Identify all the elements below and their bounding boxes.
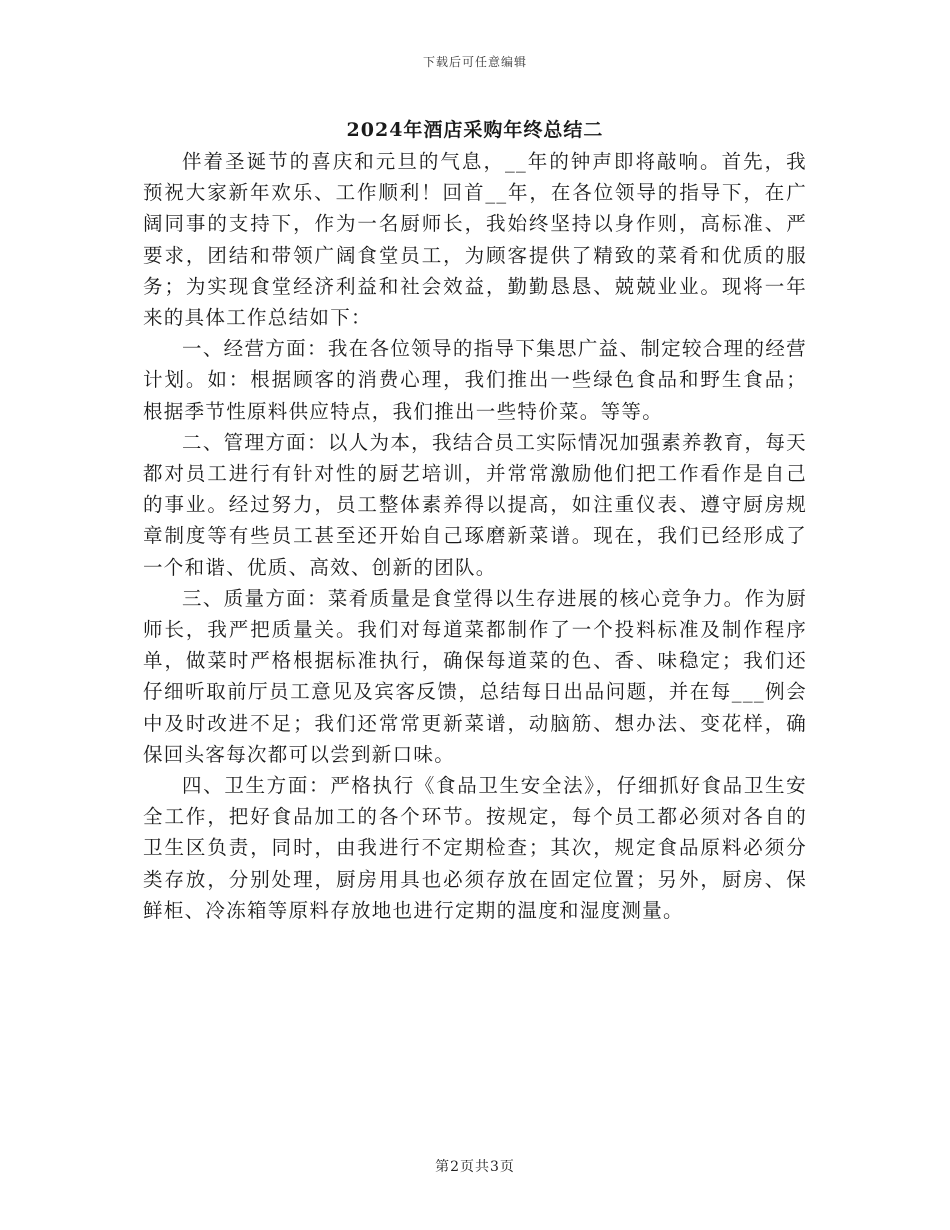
header-note: 下载后可任意编辑 [422, 55, 527, 69]
page-number: 第2页共3页 [435, 1159, 515, 1175]
paragraph-operations: 一、经营方面：我在各位领导的指导下集思广益、制定较合理的经营计划。如：根据顾客的消费心理，我们推出一些绿色食品和野生食品；根据季节性原料供应特点，我们推出一些特价菜。等等。 [143, 337, 807, 423]
paragraph-quality: 三、质量方面：菜肴质量是食堂得以生存进展的核心竞争力。作为厨师长，我严把质量关。我们对每道菜都制作了一个投料标准及制作程序单，做菜时严格根据标准执行，确保每道菜的色、香、味稳定；我们还仔细听取前厅员工意见及宾客反馈，总结每日出品问题，并在每___例会中及时改进不足；我们还常常更新菜谱，动脑筋、想办法、变花样，确保回头客每次都可以尝到新口味。 [143, 586, 807, 766]
paragraph-management: 二、管理方面：以人为本，我结合员工实际情况加强素养教育，每天都对员工进行有针对性的厨艺培训，并常常激励他们把工作看作是自己的事业。经过努力，员工整体素养得以提高，如注重仪表、遵守厨房规章制度等有些员工甚至还开始自己琢磨新菜谱。现在，我们已经形成了一个和谐、优质、高效、创新的团队。 [143, 430, 807, 579]
document-body [143, 146, 807, 926]
paragraph-hygiene: 四、卫生方面：严格执行《食品卫生安全法》，仔细抓好食品卫生安全工作，把好食品加工的各个环节。按规定，每个员工都必须对各自的卫生区负责，同时，由我进行不定期检查；其次，规定食品原料必须分类存放，分别处理，厨房用具也必须存放在固定位置；另外，厨房、保鲜柜、冷冻箱等原料存放地也进行定期的温度和湿度测量。 [143, 774, 807, 922]
paragraph-intro: 伴着圣诞节的喜庆和元旦的气息，__年的钟声即将敲响。首先，我预祝大家新年欢乐、工作顺利！回首__年，在各位领导的指导下，在广阔同事的支持下，作为一名厨师长，我始终坚持以身作则，高标准、严要求，团结和带领广阔食堂员工，为顾客提供了精致的菜肴和优质的服务；为实现食堂经济利益和社会效益，勤勤恳恳、兢兢业业。现将一年来的具体工作总结如下： [143, 150, 807, 330]
document-title: 2024年酒店采购年终总结二 [346, 119, 604, 141]
